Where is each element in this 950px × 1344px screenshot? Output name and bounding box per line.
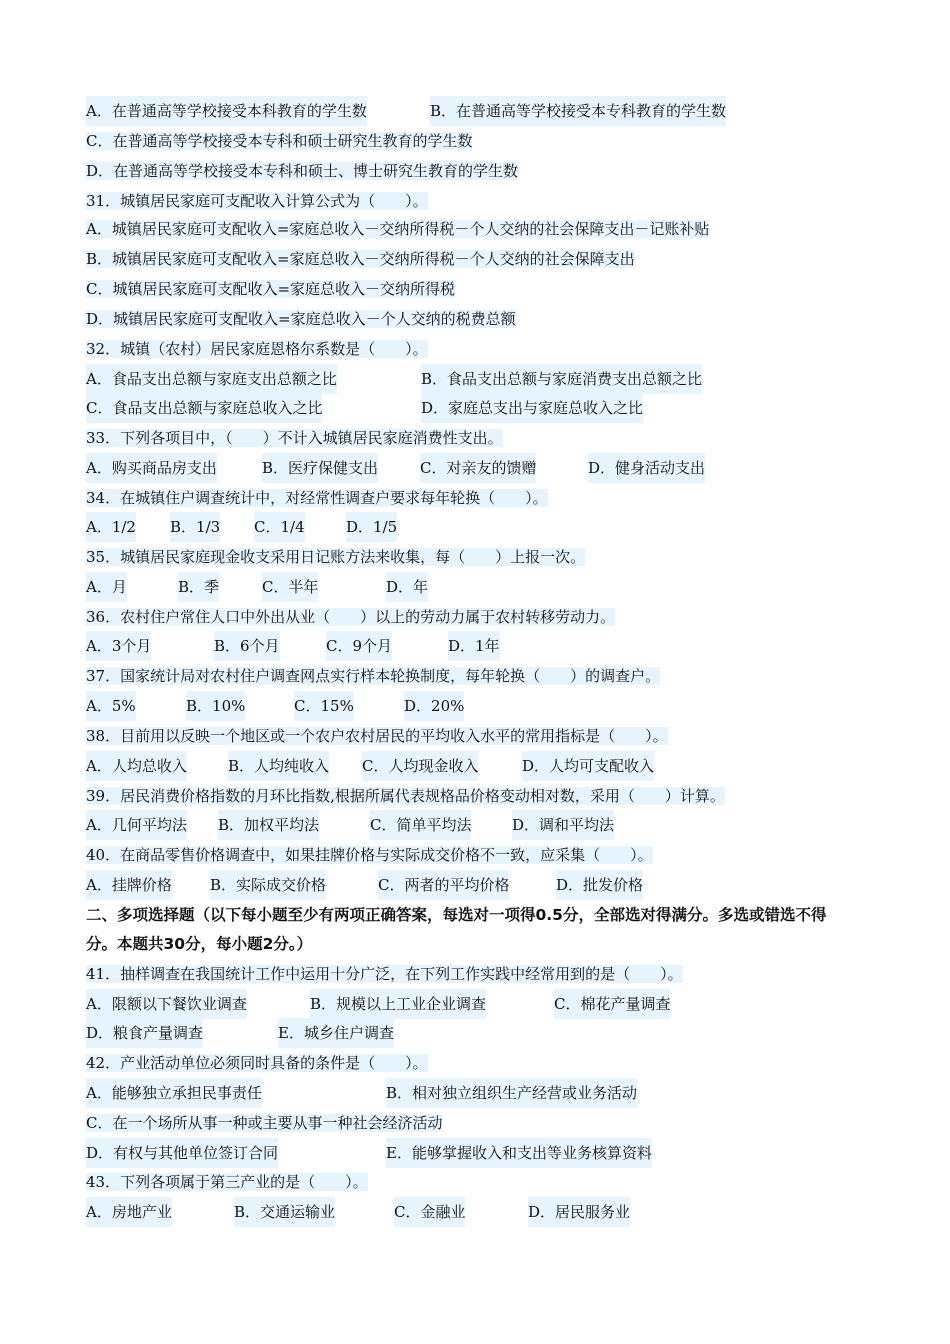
option-c: C．在一个场所从事一种或主要从事一种社会经济活动 bbox=[86, 1114, 443, 1132]
option-d: D．调和平均法 bbox=[512, 810, 614, 840]
question-32 bbox=[86, 334, 428, 364]
option-c: C．食品支出总额与家庭总收入之比 bbox=[86, 393, 322, 423]
option-line bbox=[86, 156, 518, 186]
question-text: 37．国家统计局对农村住户调查网点实行样本轮换制度，每年轮换（ ）的调查户。 bbox=[86, 667, 661, 685]
option-b: B．季 bbox=[178, 572, 219, 602]
option-a: A．3个月 bbox=[86, 631, 151, 661]
question-text: 43．下列各项属于第三产业的是（ ）。 bbox=[86, 1173, 368, 1191]
question-text: 42．产业活动单位必须同时具备的条件是（ ）。 bbox=[86, 1054, 428, 1072]
option-e: E．能够掌握收入和支出等业务核算资料 bbox=[386, 1138, 652, 1168]
question-39 bbox=[86, 781, 725, 811]
option-line bbox=[86, 1108, 442, 1138]
option-c: C．人均现金收入 bbox=[362, 751, 478, 781]
option-a: A．人均总收入 bbox=[86, 751, 187, 781]
question-text: 35．城镇居民家庭现金收支采用日记账方法来收集，每（ ）上报一次。 bbox=[86, 548, 586, 566]
option-c: C．1/4 bbox=[254, 512, 305, 542]
option-d: D．家庭总支出与家庭总收入之比 bbox=[421, 393, 643, 423]
option-d: D．20% bbox=[404, 691, 464, 721]
option-c: C．城镇居民家庭可支配收入=家庭总收入－交纳所得税 bbox=[86, 280, 456, 298]
question-36 bbox=[86, 602, 615, 632]
question-42 bbox=[86, 1048, 428, 1078]
option-d: D．1年 bbox=[448, 631, 500, 661]
question-40 bbox=[86, 840, 653, 870]
question-text: 40．在商品零售价格调查中，如果挂牌价格与实际成交价格不一致，应采集（ ）。 bbox=[86, 846, 653, 864]
option-line bbox=[86, 126, 472, 156]
option-a: A．1/2 bbox=[86, 512, 136, 542]
option-line bbox=[86, 304, 516, 334]
option-c: C．对亲友的馈赠 bbox=[420, 453, 536, 483]
question-43 bbox=[86, 1167, 368, 1197]
option-b: B．1/3 bbox=[170, 512, 220, 542]
option-b: B．加权平均法 bbox=[218, 810, 319, 840]
option-b: B．在普通高等学校接受本专科教育的学生数 bbox=[430, 96, 726, 126]
option-c: C．半年 bbox=[262, 572, 318, 602]
option-a: A．食品支出总额与家庭支出总额之比 bbox=[86, 364, 337, 394]
option-c: C．15% bbox=[294, 691, 354, 721]
option-a: A．几何平均法 bbox=[86, 810, 187, 840]
option-d: D．健身活动支出 bbox=[588, 453, 705, 483]
question-text: 34．在城镇住户调查统计中，对经常性调查户要求每年轮换（ ）。 bbox=[86, 489, 548, 507]
question-41 bbox=[86, 959, 683, 989]
option-d: D．居民服务业 bbox=[528, 1197, 630, 1227]
option-a: A．购买商品房支出 bbox=[86, 453, 217, 483]
question-34 bbox=[86, 483, 548, 513]
option-a: A．城镇居民家庭可支配收入=家庭总收入－交纳所得税－个人交纳的社会保障支出－记账补贴 bbox=[86, 220, 710, 238]
question-text: 31．城镇居民家庭可支配收入计算公式为（ ）。 bbox=[86, 192, 428, 210]
option-b: B．医疗保健支出 bbox=[262, 453, 378, 483]
option-b: B．规模以上工业企业调查 bbox=[310, 989, 486, 1019]
option-b: B．实际成交价格 bbox=[210, 870, 326, 900]
option-b: B．6个月 bbox=[214, 631, 280, 661]
option-b: B．食品支出总额与家庭消费支出总额之比 bbox=[421, 364, 702, 394]
question-text: 33．下列各项目中，（ ）不计入城镇居民家庭消费性支出。 bbox=[86, 429, 503, 447]
option-a: A．挂牌价格 bbox=[86, 870, 172, 900]
option-d: D．批发价格 bbox=[556, 870, 643, 900]
option-e: E．城乡住户调查 bbox=[278, 1018, 394, 1048]
option-b: B．10% bbox=[186, 691, 245, 721]
question-38 bbox=[86, 721, 668, 751]
option-a: A．在普通高等学校接受本科教育的学生数 bbox=[86, 96, 367, 126]
option-d: D．粮食产量调查 bbox=[86, 1018, 203, 1048]
option-b: B．城镇居民家庭可支配收入=家庭总收入－交纳所得税－个人交纳的社会保障支出 bbox=[86, 250, 635, 268]
option-line bbox=[86, 214, 709, 244]
option-c: C．棉花产量调查 bbox=[554, 989, 670, 1019]
option-line bbox=[86, 274, 455, 304]
question-text: 39．居民消费价格指数的月环比指数,根据所属代表规格品价格变动相对数，采用（ ）计算。 bbox=[86, 787, 725, 805]
option-c: C．9个月 bbox=[326, 631, 392, 661]
question-text: 36．农村住户常住人口中外出从业（ ）以上的劳动力属于农村转移劳动力。 bbox=[86, 608, 616, 626]
option-a: A．5% bbox=[86, 691, 136, 721]
option-a: A．房地产业 bbox=[86, 1197, 172, 1227]
option-d: D．1/5 bbox=[346, 512, 397, 542]
question-text: 41．抽样调查在我国统计工作中运用十分广泛，在下列工作实践中经常用到的是（ ）。 bbox=[86, 965, 683, 983]
option-d: D．在普通高等学校接受本专科和硕士、博士研究生教育的学生数 bbox=[86, 162, 519, 180]
option-a: A．月 bbox=[86, 572, 127, 602]
section-heading-text: 分。本题共30分，每小题2分。） bbox=[86, 935, 313, 953]
section-heading-text: 二、多项选择题（以下每小题至少有两项正确答案，每选对一项得0.5分，全部选对得满分。多选或错选不得 bbox=[86, 906, 827, 924]
question-text: 32．城镇（农村）居民家庭恩格尔系数是（ ）。 bbox=[86, 340, 428, 358]
option-b: B．相对独立组织生产经营或业务活动 bbox=[386, 1078, 637, 1108]
option-a: A．能够独立承担民事责任 bbox=[86, 1078, 262, 1108]
section-heading bbox=[86, 900, 826, 930]
question-33 bbox=[86, 423, 503, 453]
question-37 bbox=[86, 661, 660, 691]
question-31 bbox=[86, 186, 428, 216]
question-35 bbox=[86, 542, 585, 572]
option-c: C．金融业 bbox=[394, 1197, 465, 1227]
option-b: B．人均纯收入 bbox=[228, 751, 329, 781]
option-b: B．交通运输业 bbox=[234, 1197, 335, 1227]
option-d: D．年 bbox=[386, 572, 428, 602]
option-d: D．人均可支配收入 bbox=[522, 751, 654, 781]
question-text: 38．目前用以反映一个地区或一个农户农村居民的平均收入水平的常用指标是（ ）。 bbox=[86, 727, 668, 745]
option-line bbox=[86, 244, 635, 274]
option-c: C．简单平均法 bbox=[370, 810, 471, 840]
section-heading-cont bbox=[86, 929, 312, 959]
option-c: C．在普通高等学校接受本专科和硕士研究生教育的学生数 bbox=[86, 132, 473, 150]
option-a: A．限额以下餐饮业调查 bbox=[86, 989, 247, 1019]
option-c: C．两者的平均价格 bbox=[378, 870, 509, 900]
option-d: D．城镇居民家庭可支配收入=家庭总收入－个人交纳的税费总额 bbox=[86, 310, 516, 328]
option-d: D．有权与其他单位签订合同 bbox=[86, 1138, 278, 1168]
